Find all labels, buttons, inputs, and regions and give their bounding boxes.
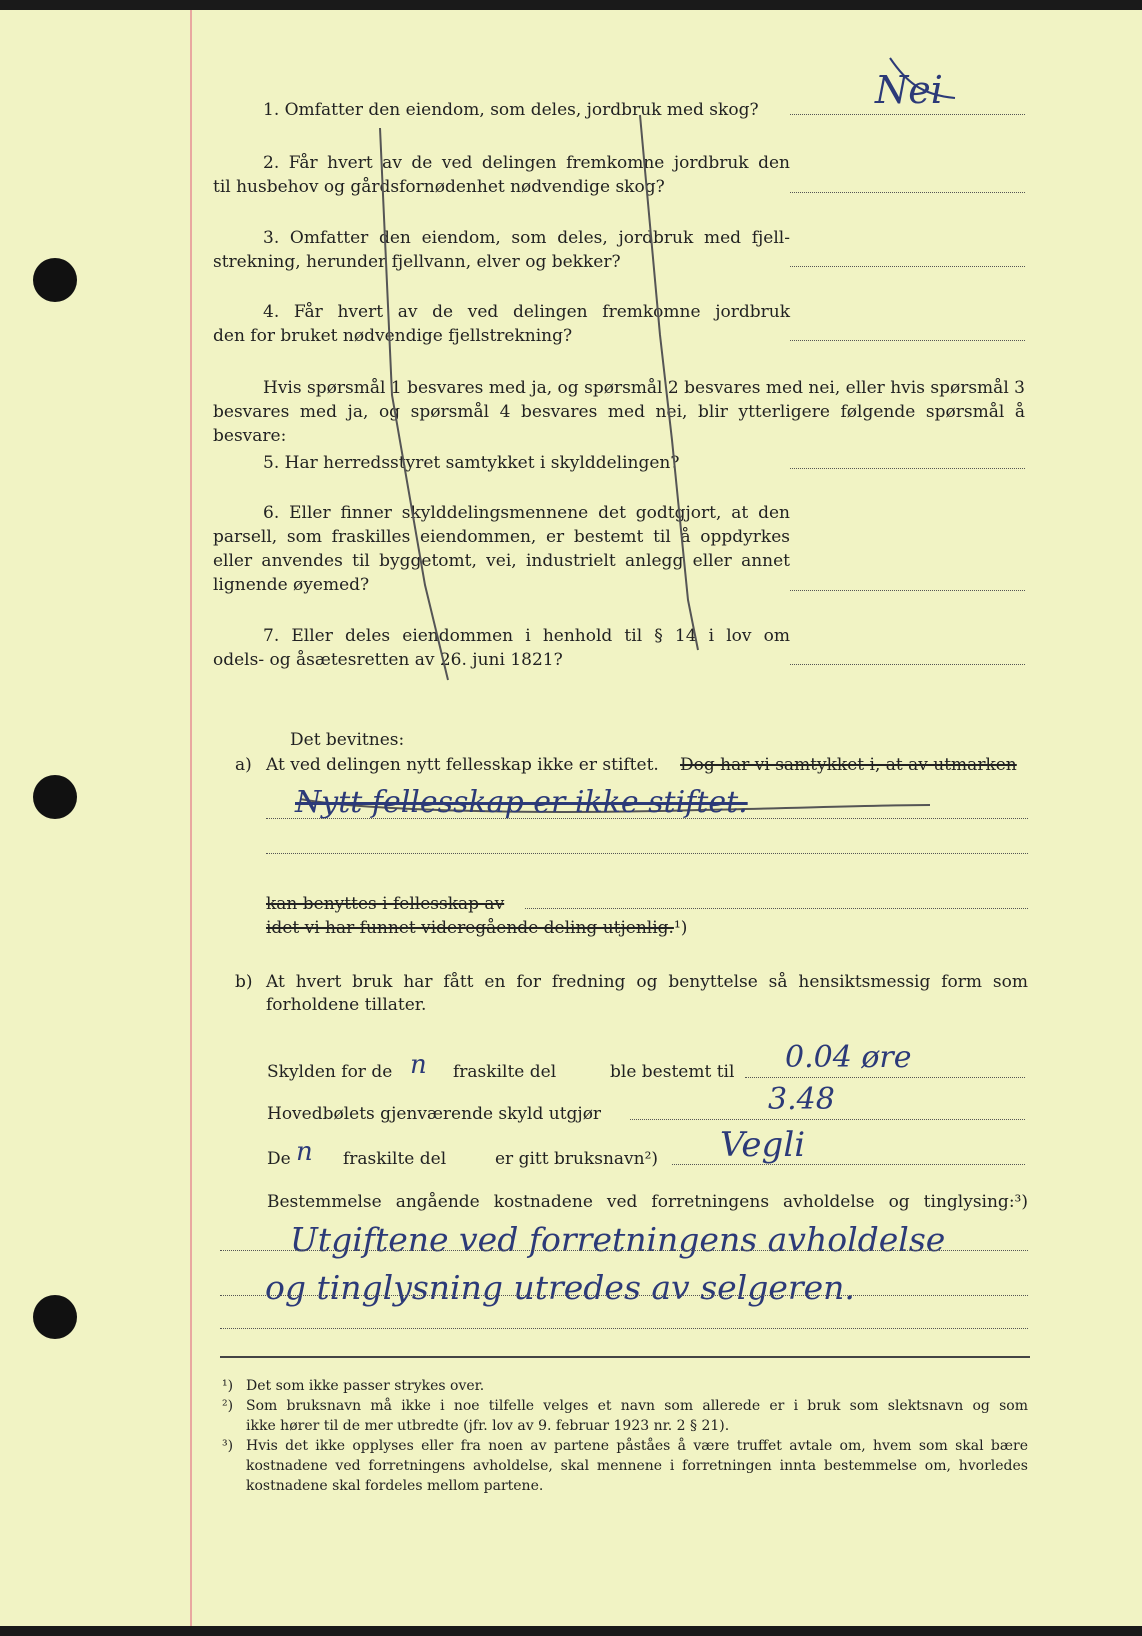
bevitnes-heading: Det bevitnes: <box>290 730 405 750</box>
fill-line <box>220 1295 1028 1296</box>
fill-line <box>525 908 1028 909</box>
footnote-3-mark: ³) <box>222 1438 234 1454</box>
kostnader-hand-2: og tinglysning utredes av selgeren. <box>265 1268 855 1307</box>
footnote-2-mark: ²) <box>222 1398 234 1414</box>
skyld-label-1c: ble bestemt til <box>610 1062 735 1082</box>
item-a-struck-3: idet vi har funnet videregående deling utjenlig. <box>266 918 674 938</box>
fill-line <box>220 1250 1028 1251</box>
question-6-line-2: parsell, som fraskilles eiendommen, er bestemt til å oppdyrkes <box>213 527 790 547</box>
condition-line-2: besvares med ja, og spørsmål 4 besvares med nei, blir ytterligere følgende spørsmål å besvare: <box>213 402 1025 446</box>
kostnader-hand-1: Utgiftene ved forretningens avholdelse <box>290 1220 946 1259</box>
footnote-3-line-3: kostnadene skal fordeles mellom partene. <box>246 1478 544 1494</box>
punch-hole-icon <box>33 1295 77 1339</box>
skyld-label-1a: Skylden for de <box>267 1062 393 1082</box>
fill-line <box>220 1328 1028 1329</box>
fill-line <box>745 1077 1025 1078</box>
footnote-1-mark: ¹) <box>222 1378 234 1394</box>
fill-line <box>630 1119 1025 1120</box>
item-a-struck-2: kan benyttes i fellesskap av <box>266 894 505 914</box>
answer-line <box>790 340 1025 341</box>
footnote-2-line-2: ikke hører til de mer utbredte (jfr. lov av 9. februar 1923 nr. 2 § 21). <box>246 1418 730 1434</box>
fill-line <box>266 818 1028 819</box>
footnote-ref-1: ¹) <box>673 918 688 938</box>
question-6-line-1: 6. Eller finner skylddelingsmennene det godtgjort, at den <box>263 503 790 523</box>
answer-line <box>790 468 1025 469</box>
skyld-label-3c: er gitt bruksnavn²) <box>495 1149 659 1169</box>
question-6-line-4: lignende øyemed? <box>213 575 370 595</box>
skyld-label-1b: fraskilte del <box>453 1062 557 1082</box>
item-a-struck: Dog har vi samtykket i, at av utmarken <box>680 755 1017 775</box>
question-2-line-1: 2. Får hvert av de ved delingen fremkomne jordbruk den <box>263 153 790 173</box>
margin-line <box>190 10 192 1626</box>
item-b-line-1: At hvert bruk har fått en for fredning og benyttelse så hensiktsmessig form som <box>266 972 1028 992</box>
item-a-line-3 <box>266 916 687 940</box>
answer-line <box>790 192 1025 193</box>
question-4-line-2: den for bruket nødvendige fjellstrekning? <box>213 326 573 346</box>
skyld-hand-3: n <box>296 1137 313 1167</box>
skyld-value-3: Vegli <box>720 1125 806 1165</box>
skyld-value-2: 3.48 <box>768 1082 835 1117</box>
skyld-value-1: 0.04 øre <box>785 1040 912 1075</box>
skyld-label-4: Bestemmelse angående kostnadene ved forretningens avholdelse og tinglysing:³) <box>267 1192 1028 1212</box>
question-5: 5. Har herredsstyret samtykket i skylddelingen? <box>263 453 680 473</box>
question-3-line-1: 3. Omfatter den eiendom, som deles, jordbruk med fjell- <box>263 228 790 248</box>
item-b-line-2: forholdene tillater. <box>266 995 427 1015</box>
answer-1: Nei <box>875 68 943 112</box>
skyld-label-3b: fraskilte del <box>343 1149 447 1169</box>
question-2-line-2: til husbehov og gårdsfornødenhet nødvendige skog? <box>213 177 665 197</box>
answer-line <box>790 266 1025 267</box>
question-7-line-2: odels- og åsætesretten av 26. juni 1821? <box>213 650 563 670</box>
skyld-hand-1: n <box>410 1050 427 1080</box>
footnote-2-line-1: Som bruksnavn må ikke i noe tilfelle velges et navn som allerede er i bruk som slektsnavn og som <box>246 1398 1028 1414</box>
question-1: 1. Omfatter den eiendom, som deles, jordbruk med skog? <box>263 100 759 120</box>
item-b-label: b) <box>235 972 253 992</box>
answer-line <box>790 590 1025 591</box>
question-6-line-3: eller anvendes til byggetomt, vei, industrielt anlegg eller annet <box>213 551 790 571</box>
answer-line <box>790 114 1025 115</box>
skyld-label-3a: De <box>267 1149 291 1169</box>
punch-hole-icon <box>33 258 77 302</box>
question-7-line-1: 7. Eller deles eiendommen i henhold til § 14 i lov om <box>263 626 790 646</box>
skyld-label-2: Hovedbølets gjenværende skyld utgjør <box>267 1104 602 1124</box>
footnote-3-line-1: Hvis det ikke opplyses eller fra noen av partene påståes å være truffet avtale om, hvem som skal bære <box>246 1438 1028 1454</box>
document-page <box>0 10 1142 1626</box>
question-4-line-1: 4. Får hvert av de ved delingen fremkomne jordbruk <box>263 302 790 322</box>
item-a-handwritten: Nytt fellesskap er ikke stiftet. <box>295 785 748 820</box>
item-a-label: a) <box>235 755 252 775</box>
footnote-rule <box>220 1356 1030 1358</box>
punch-hole-icon <box>33 775 77 819</box>
fill-line <box>266 853 1028 854</box>
footnote-3-line-2: kostnadene ved forretningens avholdelse, skal mennene i forretningen innta bestemmelse om, hvorledes <box>246 1458 1028 1474</box>
condition-line-1: Hvis spørsmål 1 besvares med ja, og spørsmål 2 besvares med nei, eller hvis spørsmål 3 <box>263 378 1025 398</box>
footnote-1-text: Det som ikke passer strykes over. <box>246 1378 485 1394</box>
item-a-text: At ved delingen nytt fellesskap ikke er stiftet. <box>266 755 659 775</box>
question-3-line-2: strekning, herunder fjellvann, elver og bekker? <box>213 252 621 272</box>
answer-line <box>790 664 1025 665</box>
